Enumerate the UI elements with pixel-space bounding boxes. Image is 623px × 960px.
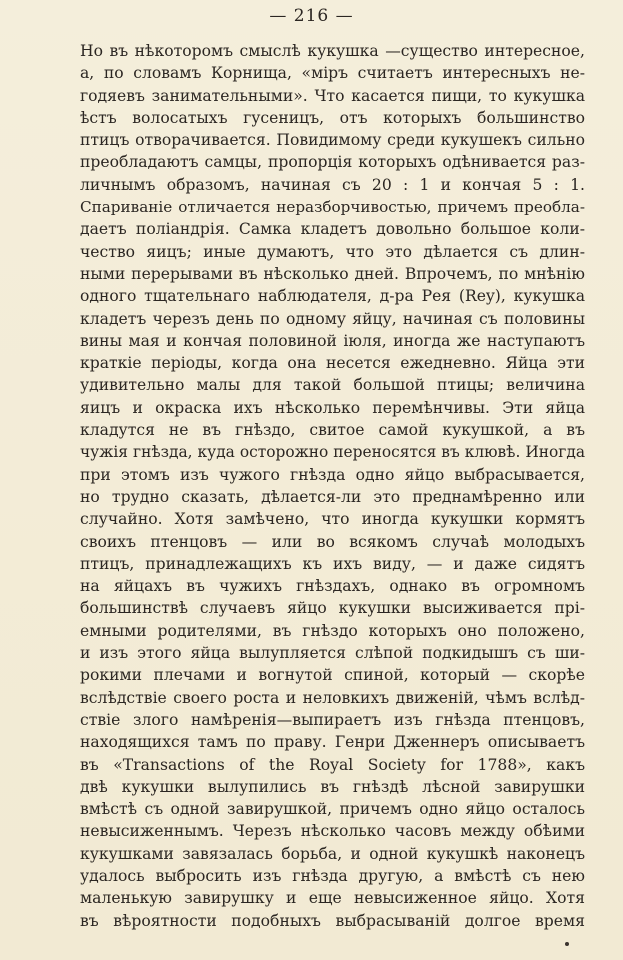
- text-line: птицъ, принадлежащихъ къ ихъ виду, — и даже сидятъ: [80, 554, 585, 573]
- text-line: вслѣдствіе своего роста и неловкихъ движеній, чѣмъ вслѣд-: [80, 688, 585, 707]
- text-line: птицъ отворачивается. Повидимому среди кукушекъ сильно: [80, 131, 585, 150]
- text-line: преобладаютъ самцы, пропорція которыхъ одѣнивается раз-: [80, 153, 585, 172]
- text-line: чужія гнѣзда, куда осторожно переносятся въ клювѣ. Иногда: [80, 443, 585, 462]
- text-line: а, по словамъ Корнища, «міръ считаетъ интересныхъ не-: [80, 64, 585, 83]
- text-line: личнымъ образомъ, начиная съ 20 : 1 и кончая 5 : 1.: [80, 175, 585, 194]
- body-text: [80, 40, 585, 932]
- text-line: находящихся тамъ по праву. Генри Дженнеръ описываетъ: [80, 733, 585, 752]
- ink-speck: [565, 942, 569, 946]
- text-line: кладутся не въ гнѣздо, свитое самой кукушкой, а въ: [80, 421, 585, 440]
- text-line: большинствѣ случаевъ яйцо кукушки высиживается прі-: [80, 599, 585, 618]
- text-line: вмѣстѣ съ одной завирушкой, причемъ одно яйцо осталось: [80, 800, 585, 819]
- text-line: краткіе періоды, когда она несется ежедневно. Яйца эти: [80, 354, 585, 373]
- text-line: удалось выбросить изъ гнѣзда другую, а вмѣстѣ съ нею: [80, 866, 585, 885]
- text-line: маленькую завирушку и еще невысиженное яйцо. Хотя: [80, 889, 585, 908]
- page-number: — 216 —: [269, 6, 354, 26]
- text-line: невысиженнымъ. Черезъ нѣсколько часовъ между обѣими: [80, 822, 585, 841]
- text-line: ѣстъ волосатыхъ гусеницъ, отъ которыхъ большинство: [80, 108, 585, 127]
- text-line: кукушками завязалась борьба, и одной кукушкѣ наконецъ: [80, 844, 585, 863]
- text-line: удивительно малы для такой большой птицы; величина: [80, 376, 585, 395]
- text-line: емными родителями, въ гнѣздо которыхъ оно положено,: [80, 621, 585, 640]
- text-line: но трудно сказать, дѣлается-ли это преднамѣренно или: [80, 487, 585, 506]
- text-line: двѣ кукушки вылупились въ гнѣздѣ лѣсной завирушки: [80, 777, 585, 796]
- text-line: годяевъ занимательными». Что касается пищи, то кукушка: [80, 86, 585, 105]
- text-line: и изъ этого яйца вылупляется слѣпой подкидышъ съ ши-: [80, 644, 585, 663]
- text-line: Спариваніе отличается неразборчивостью, причемъ преобла-: [80, 198, 585, 217]
- text-line: Но въ нѣкоторомъ смыслѣ кукушка —существо интересное,: [80, 42, 585, 60]
- text-line: на яйцахъ въ чужихъ гнѣздахъ, однако въ огромномъ: [80, 577, 585, 596]
- text-line: при этомъ изъ чужого гнѣзда одно яйцо выбрасывается,: [80, 465, 585, 484]
- text-line: въ «Transactions of the Royal Society for 1788», какъ: [80, 755, 585, 774]
- text-line: ствіе злого намѣренія—выпираетъ изъ гнѣзда птенцовъ,: [80, 710, 585, 729]
- text-line: въ вѣроятности подобныхъ выбрасываній долгое время: [80, 911, 585, 930]
- text-line: случайно. Хотя замѣчено, что иногда кукушки кормятъ: [80, 510, 585, 529]
- text-line: рокими плечами и вогнутой спиной, который — скорѣе: [80, 666, 585, 685]
- text-line: ными перерывами въ нѣсколько дней. Впрочемъ, по мнѣнію: [80, 264, 585, 283]
- text-line: кладетъ черезъ день по одному яйцу, начиная съ половины: [80, 309, 585, 328]
- text-line: вины мая и кончая половиной іюля, иногда же наступаютъ: [80, 331, 585, 350]
- text-line: своихъ птенцовъ — или во всякомъ случаѣ молодыхъ: [80, 532, 585, 551]
- text-line: яицъ и окраска ихъ нѣсколько перемѣнчивы. Эти яйца: [80, 398, 585, 417]
- text-line: даетъ поліандрія. Самка кладетъ довольно большое коли-: [80, 220, 585, 239]
- text-line: чество яицъ; иные думаютъ, что это дѣлается съ длин-: [80, 242, 585, 261]
- text-line: одного тщательнаго наблюдателя, д-ра Рея (Rey), кукушка: [80, 287, 585, 306]
